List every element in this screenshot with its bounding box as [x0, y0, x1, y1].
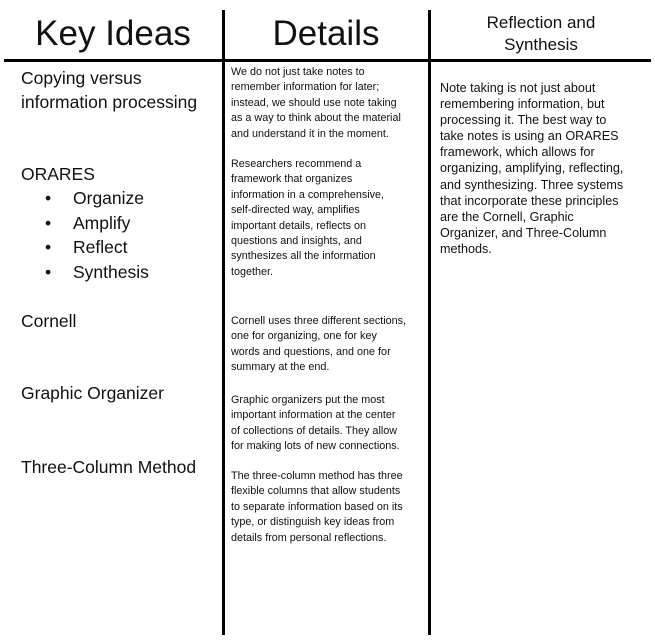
- detail-cornell: Cornell uses three different sections, one for organizing, one for key words and questions, and one for summary at the end.: [231, 315, 407, 374]
- key-idea-orares: ORARES: [21, 164, 95, 184]
- orares-item-amplify: • Amplify: [45, 212, 131, 233]
- key-idea-copying-line1: Copying versus: [21, 68, 142, 88]
- header-divider: [4, 59, 651, 62]
- key-idea-three-column: Three-Column Method: [21, 457, 197, 477]
- header-reflection-synthesis: [432, 12, 650, 56]
- orares-list: [45, 186, 149, 284]
- header-reflection-line1: Reflection and: [486, 13, 596, 32]
- column-divider-right: [428, 10, 431, 635]
- detail-graphic-organizer: Graphic organizers put the most important information at the center of collections of details. They allow for making lots of new connections.: [231, 394, 400, 453]
- header-details: Details: [272, 14, 380, 53]
- detail-three-column: The three-column method has three flexible columns that allow students to separate information based on its type, or distinguish key ideas from details from personal reflections.: [231, 470, 403, 544]
- key-idea-copying-line2: information processing: [21, 92, 198, 112]
- orares-item-organize: • Organize: [45, 188, 145, 208]
- column-divider-left: [222, 10, 225, 635]
- key-idea-graphic-organizer: Graphic Organizer: [21, 383, 164, 403]
- key-idea-copying: [21, 66, 197, 114]
- orares-item-reflect: • Reflect: [45, 237, 128, 257]
- detail-orares: Researchers recommend a framework that organizes information in a comprehensive, self-directed way, amplifies important details, reflects on questions and insights, and synthesizes all the information together.: [231, 158, 385, 278]
- header-key-ideas: Key Ideas: [35, 14, 191, 53]
- detail-copying: We do not just take notes to remember information for later; instead, we should use note taking as a way to think about the material and understand it in the moment.: [231, 66, 401, 140]
- key-idea-cornell: Cornell: [21, 311, 77, 331]
- reflection-summary: Note taking is not just about remembering information, but processing it. The best way to take notes is using an ORARES framework, which allows for organizing, amplifying, reflecting, and synthesizing. Three systems that incorporate these principles are the Cornell, Graphic Organizer, and Three-Column methods.: [440, 81, 624, 256]
- header-reflection-line2: Synthesis: [504, 35, 578, 54]
- orares-item-synthesis: • Synthesis: [45, 261, 149, 282]
